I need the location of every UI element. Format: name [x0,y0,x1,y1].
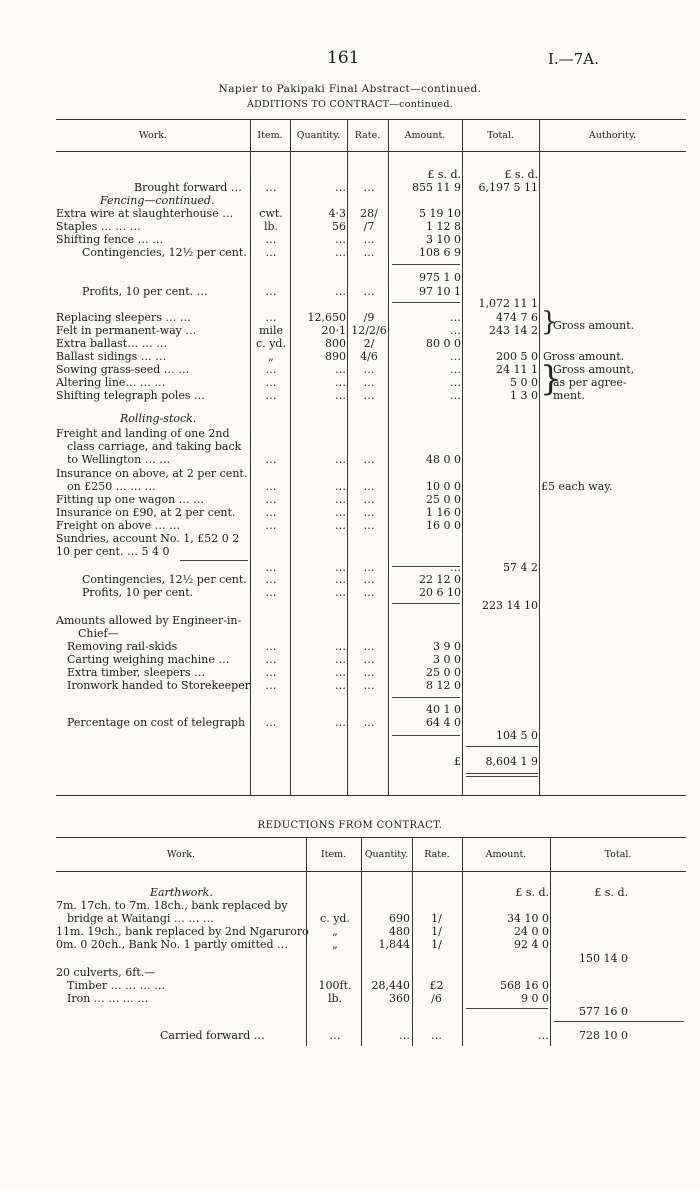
quantity-cell: … [335,389,346,402]
work-cell: Staples … … … [56,220,141,233]
amount-cell: 3 0 0 [433,653,461,666]
total-cell: 577 16 0 [579,1005,628,1018]
col-header-work: Work. [166,849,196,860]
item-cell: … [265,586,277,599]
amount-cell: 40 1 0 [426,703,461,716]
item-cell: … [265,233,277,246]
amount-cell: 975 1 0 [419,271,461,284]
table-row [0,467,700,481]
amount-cell: 855 11 9 [412,181,461,194]
amount-cell: 80 0 0 [426,337,461,350]
quantity-cell: … [335,561,346,574]
table-top-rule [56,119,686,120]
table-row [0,640,700,654]
quantity-cell: 690 [389,912,410,925]
authority-note: ment. [553,389,585,402]
subtotal-rule [392,697,460,698]
amount-cell: … [450,376,461,389]
work-cell: 10 per cent. … 5 4 0 [56,545,170,558]
authority-note: Gross amount. [553,319,635,332]
table-row [0,181,700,195]
amount-cell: … [538,1029,549,1042]
table-row [0,453,700,467]
item-cell: … [265,389,277,402]
total-cell: 150 14 0 [579,952,628,965]
page-reference: I.—7A. [548,50,599,68]
total-cell: 474 7 6 [496,311,538,324]
work-cell: Extra ballast… … … [56,337,168,350]
quantity-cell: … [335,519,346,532]
amount-cell: … [450,311,461,324]
table-row [0,506,700,520]
table-row [0,912,700,926]
work-cell: Ballast sidings … … [56,350,167,363]
total-cell: 57 4 2 [503,561,538,574]
quantity-cell: … [335,640,346,653]
quantity-cell: 28,440 [371,979,410,992]
work-cell: Felt in permanent-way … [56,324,197,337]
item-cell: cwt. [259,207,283,220]
item-cell: … [265,246,277,259]
amount-currency: £ s. d. [427,168,461,181]
work-cell: 20 culverts, 6ft.— [56,966,156,979]
amount-cell: 22 12 0 [419,573,461,586]
total-cell: 243 14 2 [489,324,538,337]
item-cell: … [265,480,277,493]
amount-cell: 1 16 0 [426,506,461,519]
total-cell: 5 0 0 [510,376,538,389]
brace-icon: } [541,307,558,337]
table-row [0,716,700,730]
work-cell: Extra timber, sleepers … [67,666,206,679]
total-cell: 1 3 0 [510,389,538,402]
amount-cell: 24 0 0 [514,925,549,938]
table-row [0,679,700,693]
amount-cell: 64 4 0 [426,716,461,729]
col-header-rate: Rate. [424,849,450,860]
amount-cell: 25 0 0 [426,666,461,679]
amount-cell: 108 6 9 [419,246,461,259]
rate-cell: … [363,561,375,574]
rate-cell: … [363,233,375,246]
quantity-cell: … [335,493,346,506]
rate-cell: 1/ [431,925,442,938]
item-cell: mile [259,324,283,337]
item-cell: c. yd. [256,337,286,350]
amount-cell: 20 6 10 [419,586,461,599]
rate-cell: … [363,480,375,493]
quantity-cell: 890 [325,350,346,363]
amount-cell: 16 0 0 [426,519,461,532]
table-row [0,899,700,913]
quantity-cell: 800 [325,337,346,350]
amount-cell: 34 10 0 [507,912,549,925]
item-cell: … [265,363,277,376]
rate-cell: … [363,363,375,376]
work-cell: Carried forward … [160,1029,265,1042]
quantity-cell: … [335,363,346,376]
col-header-total: Total. [487,130,514,141]
table-row [0,938,700,952]
total-currency: £ s. d. [594,886,628,899]
quantity-cell: 56 [332,220,346,233]
rate-cell: … [363,453,375,466]
col-header-quantity: Quantity. [296,130,341,141]
table-top-rule [56,837,686,838]
authority-note: Gross amount, [553,363,635,376]
work-cell: Extra wire at slaughterhouse … [56,207,234,220]
rate-cell: 28/ [360,207,378,220]
item-cell: … [329,1029,341,1042]
col-header-work: Work. [138,130,168,141]
page-number: 161 [327,48,360,68]
section-heading: Earthwork. [150,886,213,899]
work-cell: Sundries, account No. 1, £52 0 2 [56,532,240,545]
total-cell: 8,604 1 9 [485,755,538,768]
quantity-cell: … [335,573,346,586]
section-subtitle: ADDITIONS TO CONTRACT—continued. [246,99,454,110]
quantity-cell: … [335,181,346,194]
table-row [0,412,700,426]
amount-cell: 1 12 8 [426,220,461,233]
quantity-cell: … [335,233,346,246]
table-row [0,532,700,546]
table-row [0,979,700,993]
item-cell: … [265,573,277,586]
col-header-total: Total. [604,849,632,860]
total-cell: 200 5 0 [496,350,538,363]
rate-cell: 1/ [431,912,442,925]
work-cell: Iron … … … … [67,992,149,1005]
amount-cell: 5 19 10 [419,207,461,220]
page-title: Napier to Pakipaki Final Abstract—continued. [218,83,482,95]
col-header-quantity: Quantity. [364,849,409,860]
item-cell: lb. [263,220,279,233]
amount-cell: 3 10 0 [426,233,461,246]
table-row [0,666,700,680]
reductions-title: REDUCTIONS FROM CONTRACT. [257,820,443,831]
item-cell: … [265,285,277,298]
quantity-cell: … [335,376,346,389]
rate-cell: … [363,506,375,519]
quantity-cell: … [335,586,346,599]
work-cell: Timber … … … … [67,979,166,992]
table-row [0,755,700,769]
table-row [0,246,700,260]
total-cell: 24 11 1 [496,363,538,376]
amount-cell: 9 0 0 [521,992,549,1005]
quantity-cell: … [335,666,346,679]
col-header-authority: Authority. [588,130,637,141]
section-heading: Rolling-stock. [120,412,197,425]
table-row [0,519,700,533]
work-cell: 0m. 0 20ch., Bank No. 1 partly omitted … [56,938,289,951]
rate-cell: … [363,493,375,506]
rate-cell: … [363,389,375,402]
work-cell: Chief— [78,627,119,640]
rate-cell: … [363,586,375,599]
work-cell: bridge at Waitangi … … … [67,912,214,925]
rate-cell: … [363,573,375,586]
table-row [0,1005,700,1019]
amount-cell: 48 0 0 [426,453,461,466]
work-cell: Altering line… … … [56,376,166,389]
quantity-cell: … [335,246,346,259]
item-cell: … [265,561,277,574]
quantity-cell: … [335,679,346,692]
rate-cell: £2 [429,979,444,992]
subtotal-rule [392,566,460,567]
table-row [0,653,700,667]
rate-cell: /9 [363,311,375,324]
quantity-cell: … [335,453,346,466]
work-cell: Shifting telegraph poles … [56,389,206,402]
item-cell: … [265,311,277,324]
table-header-rule [56,151,686,152]
total-cell: 728 10 0 [579,1029,628,1042]
quantity-cell: … [335,480,346,493]
item-cell: … [265,653,277,666]
work-cell: Carting weighing machine … [67,653,230,666]
table-row [0,194,700,208]
work-cell: Amounts allowed by Engineer-in- [56,614,242,627]
table-row [0,337,700,351]
amount-currency: £ s. d. [515,886,549,899]
table-row [0,925,700,939]
work-cell: Profits, 10 per cent. … [82,285,208,298]
item-cell: … [265,640,277,653]
amount-cell: 3 9 0 [433,640,461,653]
amount-cell: … [450,561,461,574]
authority-note: as per agree- [553,376,627,389]
quantity-cell: 4·3 [328,207,346,220]
total-cell: 6,197 5 11 [478,181,538,194]
amount-cell: 25 0 0 [426,493,461,506]
table-row [0,703,700,717]
item-cell: „ [332,938,338,951]
brace-icon: } [540,359,562,399]
quantity-cell: 20·1 [321,324,346,337]
quantity-cell: … [399,1029,410,1042]
amount-cell: … [450,350,461,363]
work-cell: Insurance on above, at 2 per cent. [56,467,248,480]
rate-cell: … [363,181,375,194]
authority-note: £5 each way. [541,480,613,493]
quantity-cell: 360 [389,992,410,1005]
quantity-cell: … [335,285,346,298]
amount-cell: … [450,389,461,402]
table-row [0,233,700,247]
amount-cell: 8 12 0 [426,679,461,692]
item-cell: „ [268,350,274,363]
rate-cell: 1/ [431,938,442,951]
amount-cell: … [450,324,461,337]
table-row [0,207,700,221]
rate-cell: 2/ [363,337,375,350]
col-header-rate: Rate. [354,130,381,141]
authority-note: Gross amount. [543,350,625,363]
rate-cell: … [363,640,375,653]
item-cell: … [265,181,277,194]
work-cell: on £250 … … … [67,480,156,493]
rate-cell: … [363,246,375,259]
grand-total-rule [466,776,538,777]
quantity-cell: 12,650 [307,311,346,324]
item-cell: … [265,376,277,389]
work-cell: Ironwork handed to Storekeeper [67,679,250,692]
rate-cell: 4/6 [360,350,378,363]
work-cell: Percentage on cost of telegraph [67,716,246,729]
table-row [0,886,700,900]
currency-row [0,168,700,182]
table-row [0,427,700,441]
table-row [0,966,700,980]
table-row [0,297,700,311]
work-cell: 7m. 17ch. to 7m. 18ch., bank replaced by [56,899,288,912]
rate-cell: … [431,1029,442,1042]
grand-total-rule [466,773,538,774]
item-cell: 100ft. [318,979,352,992]
col-header-item: Item. [320,849,347,860]
total-cell: 223 14 10 [482,599,538,612]
table-row [0,493,700,507]
item-cell: … [265,666,277,679]
col-header-amount: Amount. [404,130,446,141]
table-row [0,573,700,587]
rate-cell: … [363,376,375,389]
quantity-cell: … [335,653,346,666]
amount-cell: 92 4 0 [514,938,549,951]
table-row [0,599,700,613]
amount-cell: 97 10 1 [419,285,461,298]
work-cell: class carriage, and taking back [67,440,242,453]
work-cell: Removing rail-skids [67,640,178,653]
total-cell: 104 5 0 [496,729,538,742]
table-row [0,729,700,743]
section-heading: Fencing—continued. [100,194,215,207]
amount-cell: 10 0 0 [426,480,461,493]
item-cell: … [265,493,277,506]
quantity-cell: … [335,506,346,519]
quantity-cell: 480 [389,925,410,938]
work-cell: Profits, 10 per cent. [82,586,194,599]
item-cell: lb. [327,992,343,1005]
rate-cell: … [363,666,375,679]
subtotal-rule [392,264,460,265]
col-header-item: Item. [257,130,283,141]
rate-cell: 12/2/6 [351,324,387,337]
rate-cell: … [363,285,375,298]
table-row [0,1029,700,1043]
table-row [0,220,700,234]
table-row [0,545,700,559]
item-cell: „ [332,925,338,938]
rate-cell: /6 [431,992,442,1005]
quantity-cell: 1,844 [378,938,410,951]
rate-cell: /7 [363,220,375,233]
col-header-amount: Amount. [485,849,527,860]
work-cell: to Wellington … … [67,453,171,466]
work-cell: Sowing grass-seed … … [56,363,190,376]
table-header-rule [56,871,686,872]
work-cell: Replacing sleepers … … [56,311,191,324]
work-cell: Freight and landing of one 2nd [56,427,230,440]
rate-cell: … [363,679,375,692]
item-cell: … [265,679,277,692]
table-row [0,389,700,403]
item-cell: … [265,453,277,466]
total-currency: £ s. d. [504,168,538,181]
subtotal-rule [466,746,538,747]
amount-cell: 568 16 0 [500,979,549,992]
work-cell: Freight on above … … [56,519,181,532]
work-cell: Fitting up one wagon … … [56,493,205,506]
amount-cell: … [450,363,461,376]
table-row [0,586,700,600]
item-cell: … [265,716,277,729]
total-cell: 1,072 11 1 [478,297,538,310]
table-row [0,614,700,628]
work-cell: Insurance on £90, at 2 per cent. [56,506,236,519]
table-row [0,952,700,966]
table-row [0,440,700,454]
amount-cell: £ [454,755,461,768]
table-row [0,627,700,641]
work-cell: Contingencies, 12½ per cent. [82,246,247,259]
item-cell: … [265,519,277,532]
work-cell: Contingencies, 12½ per cent. [82,573,247,586]
quantity-cell: … [335,716,346,729]
table-row [0,992,700,1006]
work-cell: 11m. 19ch., bank replaced by 2nd Ngaruroro [56,925,309,938]
work-cell: Shifting fence … … [56,233,164,246]
table-row [0,271,700,285]
rate-cell: … [363,653,375,666]
rate-cell: … [363,519,375,532]
table-bottom-rule [56,795,686,796]
item-cell: … [265,506,277,519]
subtotal-rule [554,1021,684,1022]
rate-cell: … [363,716,375,729]
item-cell: c. yd. [320,912,350,925]
work-cell: Brought forward … [134,181,242,194]
